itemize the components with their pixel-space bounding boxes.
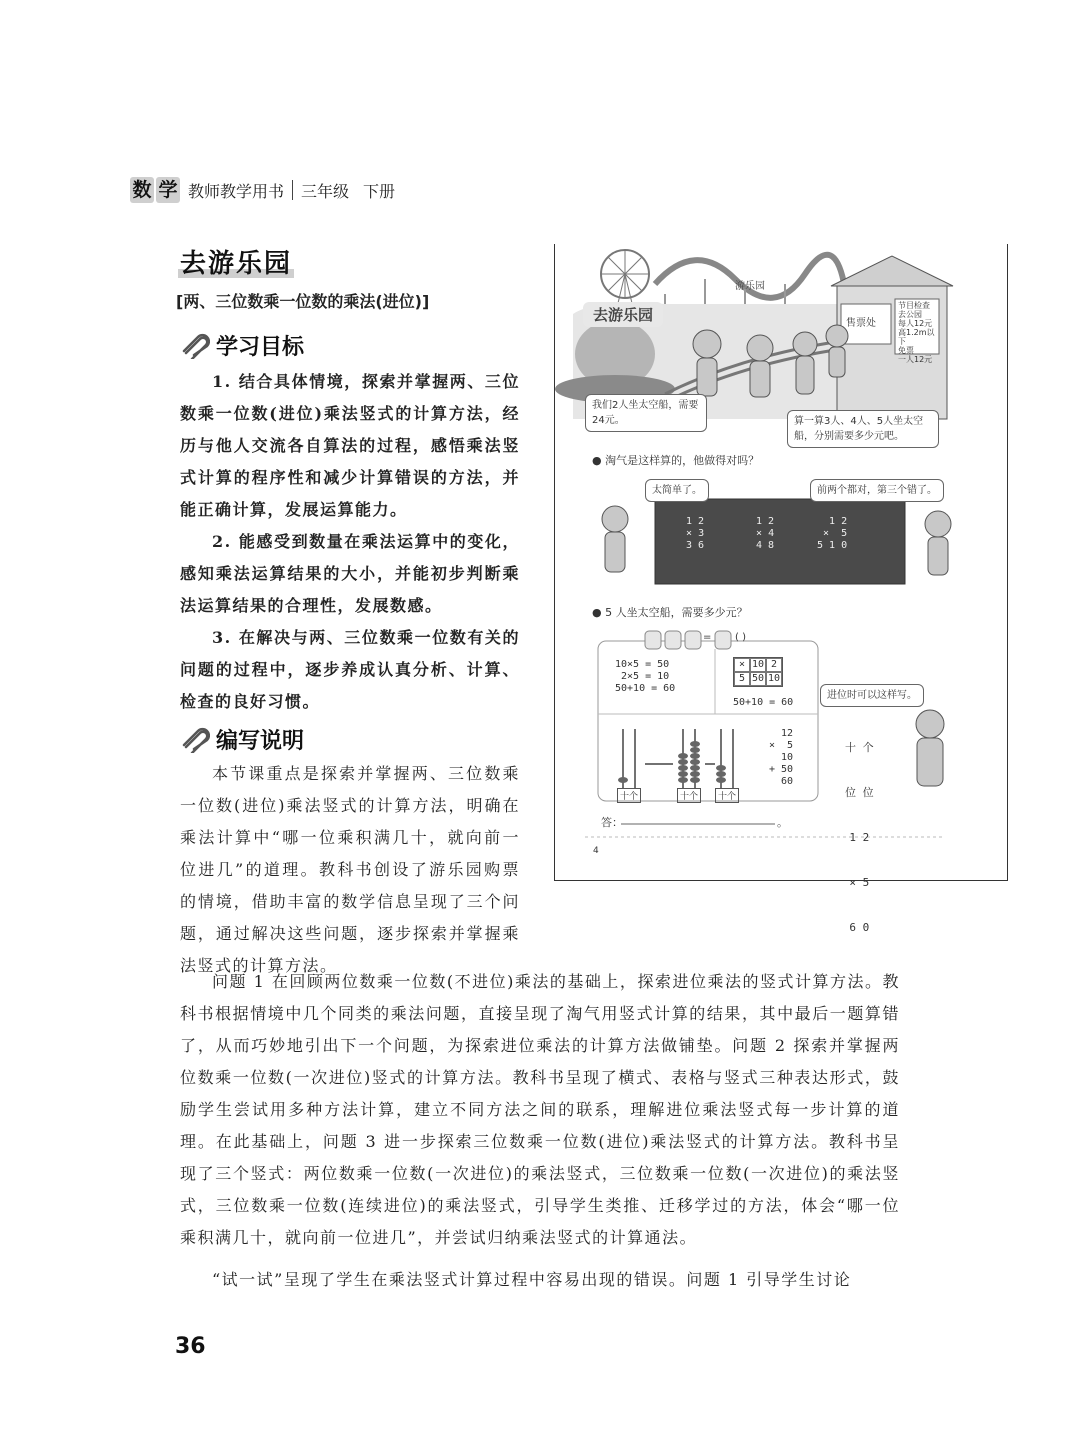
answer-label: 答：: [601, 816, 623, 829]
notes-paragraph-2: 问题 1 在回顾两位数乘一位数(不进位)乘法的基础上，探索进位乘法的竖式计算方法。教科书根据情境中几个同类的乘法问题，直接呈现了淘气用竖式计算的结果，其中最后一题算错了，从而巧妙地引出下一个问题，为探索进位乘法的计算方法做铺垫。问题 2 探索并掌握两位数乘一位数(一次进位)竖式的计算方法。教科书呈现了横式、表格与竖式三种表达形式，鼓励学生尝试用多种方法计算，建立不同方法之间的联系，理解进位乘法竖式每一步计算的道理。在此基础上，问题 3 进一步探索三位数乘一位数(进位)乘法竖式的计算方法。教科书呈现了三个竖式：两位数乘一位数(一次进位)的乘法竖式，三位数乘一位数(一次进位)的乘法竖式，三位数乘一位数(连续进位)的乘法竖式，引导学生类推、迁移学过的方法，体会“哪一位乘积满几十，就向前一位进几”，并尝试归纳乘法竖式的计算通法。: [180, 972, 900, 1247]
vertical-method: 12 × 5 10 + 50 60: [769, 728, 794, 787]
abacus-label: 十个: [617, 788, 641, 803]
speech-bubble: 我们2人坐太空船，需要24元。: [585, 394, 707, 432]
board-calc: 1 2 × 5 5 1 0: [817, 516, 848, 551]
question-2: ● 5 人坐太空船，需要多少元？: [592, 606, 748, 619]
paperclip-icon: [180, 727, 210, 753]
table-cell: 50: [751, 673, 765, 684]
objectives-heading: [180, 330, 304, 361]
park-sign: 游乐园: [735, 281, 765, 292]
paperclip-icon: [180, 333, 210, 359]
lesson-title: 去游乐园: [180, 249, 293, 279]
price-line: 免票: [898, 346, 914, 355]
notes-intro: 本节课重点是探索并掌握两、三位数乘一位数(进位)乘法竖式的计算方法，明确在乘法计算中“哪一位乘积满几十，就向前一位进几”的道理。教科书创设了游乐园购票的情境，借助丰富的数学信息呈现了三个问题，通过解决这些问题，逐步探索并掌握乘法竖式的计算方法。: [180, 764, 520, 975]
abacus-label: 十个: [715, 788, 739, 803]
scene-label: 去游乐园: [583, 302, 663, 327]
teacher-calc-line: 6 0: [849, 921, 870, 934]
table-cell: ×: [734, 658, 750, 672]
speech-bubble: 前两个都对，第三个错了。: [810, 479, 944, 502]
table-cell: 10: [767, 673, 781, 684]
price-board: [898, 301, 938, 364]
book-name: 教师教学用书: [188, 181, 285, 201]
table-sum: 50+10 = 60: [733, 697, 794, 708]
logo-char: 学: [156, 177, 180, 203]
teacher-calc: [845, 710, 874, 965]
price-line: 节目检查: [898, 301, 930, 310]
objectives-list: [180, 366, 520, 718]
speech-bubble: 进位时可以这样写。: [820, 684, 924, 707]
abacus-label: 十个: [677, 788, 701, 803]
formula-equals: =: [703, 632, 712, 643]
notes-paragraph-3: “试一试”呈现了学生在乘法竖式计算过程中容易出现的错误。问题 1 引导学生讨论: [212, 1270, 852, 1289]
price-line: 每人12元: [898, 319, 933, 328]
question-1: ● 淘气是这样算的，他做得对吗？: [592, 454, 760, 467]
subject-logo: [130, 177, 182, 203]
price-line: 去公园: [898, 310, 922, 319]
objective-item: 3. 在解决与两、三位数乘一位数有关的问题的过程中，逐步养成认真分析、计算、检查的良好习惯。: [180, 628, 520, 711]
textbook-page-number: 4: [593, 846, 599, 856]
board-calc: 1 2 × 3 3 6: [686, 516, 705, 551]
teacher-calc-line: × 5: [849, 876, 870, 889]
page-number: 36: [175, 1334, 206, 1359]
textbook-page: [554, 244, 1008, 934]
teacher-calc-line: 十 个: [845, 741, 874, 754]
objective-item: 2. 能感受到数量在乘法运算中的变化，感知乘法运算结果的大小，并能初步判断乘法运算结果的合理性，发展数感。: [180, 532, 520, 615]
speech-bubble: 太简单了。: [645, 479, 709, 502]
objectives-heading-text: 学习目标: [216, 335, 305, 360]
notes-heading-text: 编写说明: [216, 729, 305, 754]
speech-bubble: 算一算3人、4人、5人坐太空船，分别需要多少元吧。: [787, 410, 939, 448]
price-line: 一人12元: [898, 355, 933, 364]
horizontal-method: 10×5 = 50 2×5 = 10 50+10 = 60: [615, 659, 676, 694]
page-header: [130, 174, 395, 206]
objective-item: 1. 结合具体情境，探索并掌握两、三位数乘一位数(进位)乘法竖式的计算方法，经历与他人交流各自算法的过程，感悟乘法竖式计算的程序性和减少计算错误的方法，并能正确计算，发展运算能力。: [180, 372, 520, 519]
header-divider: [292, 180, 293, 200]
lesson-subtitle: [两、三位数乘一位数的乘法(进位)]: [176, 292, 430, 311]
board-calc: 1 2 × 4 4 8: [756, 516, 775, 551]
notes-heading: [180, 724, 304, 755]
table-cell: 2: [766, 658, 782, 672]
logo-char: 数: [130, 177, 154, 203]
formula-unit: ( ): [735, 632, 746, 643]
table-cell: 10: [751, 659, 765, 670]
price-line: 高1.2m以下: [898, 328, 935, 346]
table-cell: 5: [734, 672, 750, 686]
booth-sign: 售票处: [846, 318, 876, 329]
volume: 下册: [363, 181, 396, 201]
answer-end: 。: [777, 816, 788, 829]
multiplication-table: [733, 657, 783, 687]
teacher-calc-line: 1 2: [849, 831, 870, 844]
teacher-calc-line: 位 位: [845, 786, 874, 799]
grade: 三年级: [301, 181, 350, 201]
